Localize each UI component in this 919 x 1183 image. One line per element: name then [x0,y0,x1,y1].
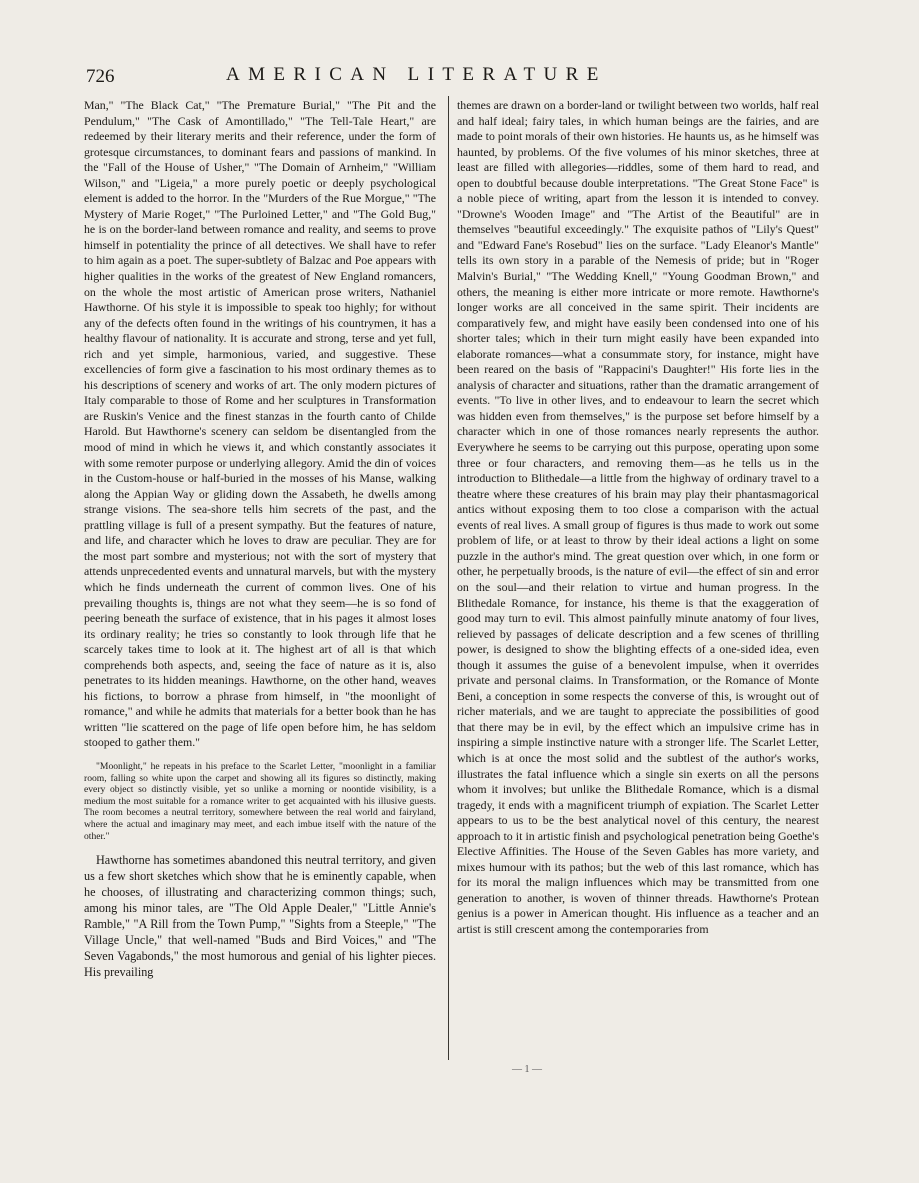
page-number: 726 [86,66,115,87]
running-title: AMERICAN LITERATURE [226,64,607,85]
column-divider [448,96,449,1060]
right-column [457,98,819,938]
paragraph: themes are drawn on a border-land or twilight between two worlds, half real and half ideal; fairy tales, in which human beings are the fairies, and are made to point morals of their own histories. He haunts us, as he himself was haunted, by problems. Of the five volumes of his minor sketches, three at least are filled with allegories—riddles, some of them hard to read, and open to doubtful because double interpretations. "The Great Stone Face" is a noble piece of writing, apart from the lesson it is intended to convey. "Drowne's Wooden Image" and "The Artist of the Beautiful" are in themselves "beautiful exceedingly." The exquisite pathos of "Lily's Quest" and "Edward Fane's Rosebud" lies on the surface. "Lady Eleanor's Mantle" tells its own story in a parable of the Nemesis of pride; but in "Roger Malvin's Burial," "The Wedding Knell," "Young Goodman Brown," and others, the meaning is either more intricate or more remote. Hawthorne's longer works are all conceived in the same spirit. Their incidents are comparatively few, and might have easily been condensed into one of his shorter tales; which in their turn might easily have been expanded into elaborate romances—what a consummate story, for instance, might have been reared on the basis of "Rappacini's Daughter!" His forte lies in the analysis of character and situations, rather than the dramatic arrangement of events. "To live in other lives, and to endeavour to learn the secret which was hidden even from themselves," is the purpose set before himself by a character which in one of those romances nearly represents the author. Everywhere he seems to be carrying out this purpose, operating upon some three or four characters, and removing them—as he tells us in the introduction to Blithedale—a little from the highway of ordinary travel to a theatre where these creatures of his brain may play their phantasmagorical antics without exposing them to too close a comparison with the actual events of real lives. A small group of figures is thus made to work out some problem of life, or at least to throw by their ideal actions a light on some puzzle in the author's mind. The great question over which, in one form or other, he perpetually broods, is the nature of evil—the effect of sin and error on the soul—and their relation to virtue and human progress. In the Blithedale Romance, for instance, his theme is that the exaggeration of good may turn to evil. This almost painfully minute anatomy of four lives, relieved by passages of delicate description and a few scenes of thrilling power, is designed to show the blighting effects of a one-sided idea, even though it assumes the guise of a benevolent impulse, when it overrides private and personal claims. In Transformation, or the Romance of Monte Beni, a conception in some respects the converse of this, is wrought out of richer materials, and we are taught to appreciate the possibilities of good that there may be in evil, by the effect which an impulsive crime has in inspiring a simple instinctive nature with a stronger life. The Scarlet Letter, which is at once the most solid and the subtlest of the author's works, illustrates the fatal influence which a single sin exerts on all the persons whom it involves; but unlike the Blithedale Romance, which is a dismal tragedy, it ends with a magnificent triumph of expiation. The Scarlet Letter appears to us to be the best analytical novel of this century, the nearest approach to it in artistic finish and psychological penetration being Goethe's Elective Affinities. The House of the Seven Gables has more variety, and mixes humour with its pathos; but the web of this last romance, which has for its moral the malign influences which may be transmitted from one generation to another, is woven of thinner threads. Hawthorne's Protean genius is a power in American thought. His influence as a teacher and an artist is still crescent among the contemporaries from [457,98,819,936]
block-quote: "Moonlight," he repeats in his preface to the Scarlet Letter, "moonlight in a familiar room, falling so white upon the carpet and showing all its figures so distinctly, making every object so distinctly visible, yet so unlike a morning or noontide visibility, is a medium the most suitable for a romance writer to get acquainted with his illusive guests. The room becomes a neutral territory, somewhere between the real world and fairyland, where the actual and imaginary may meet, and each imbue itself with the nature of the other." [84,760,436,842]
paragraph: Man," "The Black Cat," "The Premature Burial," "The Pit and the Pendulum," "The Cask of Amontillado," "The Tell-Tale Heart," are redeemed by their literary merits and their reference, under the form of grotesque circumstances, to dominant fears and passions of mankind. In the "Fall of the House of Usher," "The Domain of Arnheim," "William Wilson," and "Ligeia," a more purely poetic or deeply psychological element is added to the horror. In the "Murders of the Rue Morgue," "The Mystery of Marie Roget," "The Purloined Letter," and "The Gold Bug," he is on the border-land between romance and reality, and seems to prove himself in potentiality the prince of all detectives. We shall have to refer to him again as a poet. The super-subtlety of Balzac and Poe appears with higher qualities in the works of the greatest of New England romancers, on the whole the most artistic of American prose writers, Nathaniel Hawthorne. Of his style it is impossible to speak too highly; for without any of the defects often found in the writings of his countrymen, it has a healthy flavour of nationality. It is accurate and strong, terse and yet full, rich and yet simple, harmonious, varied, and suggestive. These excellencies of form give a fascination to his most ordinary themes as to his descriptions of scenery and works of art. The only modern pictures of Italy comparable to those of Rome and her sculptures in Transformation are Ruskin's Venice and the finest stanzas in the fourth canto of Childe Harold. But Hawthorne's scenery can seldom be disentangled from the mood of mind in which he views it, and which constantly associates it with some remoter purpose or underlying allegory. Amid the din of voices in the Custom-house or half-buried in the mosses of his Manse, walking along the Appian Way or gliding down the Assabeth, he dwells among strange visions. The sea-shore tells him secrets of the past, and the prattling village is full of a present sympathy. But the features of nature, and life, and character which he loves to draw are peculiar. They are for the most part sombre and mysterious; not with the sort of mystery that attends unprecedented events and unnatural marvels, but with the mystery which he finds underneath the current of common lives. One of his prevailing thoughts is, things are not what they seem—he is so fond of peering beneath the surface of existence, that in his pages it almost loses its ordinary reality; he tries so constantly to look through life that he scarcely takes time to look at it. The highest art of all is that which comprehends both aspects, and, seeing the face of nature as it is, also penetrates to its hidden meanings. Hawthorne, on the other hand, weaves his fictions, to borrow a phrase from himself, in "the moonlight of romance," and while he admits that materials for a better book than he has written "lie scattered on the page of life open before him, he has seldom stooped to gather them." [84,98,436,750]
left-column [84,98,436,980]
paragraph: Hawthorne has sometimes abandoned this neutral territory, and given us a few short sketches which show that he is eminently capable, when he chooses, of illustrating and characterizing common things; such, among his minor tales, are "The Old Apple Dealer," "Little Annie's Ramble," "A Rill from the Town Pump," "Sights from a Steeple," "The Village Uncle," that well-named "Buds and Bird Voices," and "The Seven Vagabonds," the most humorous and genial of his lighter pieces. His prevailing [84,853,436,980]
page-header [86,66,836,90]
signature-mark: — 1 — [512,1064,542,1075]
